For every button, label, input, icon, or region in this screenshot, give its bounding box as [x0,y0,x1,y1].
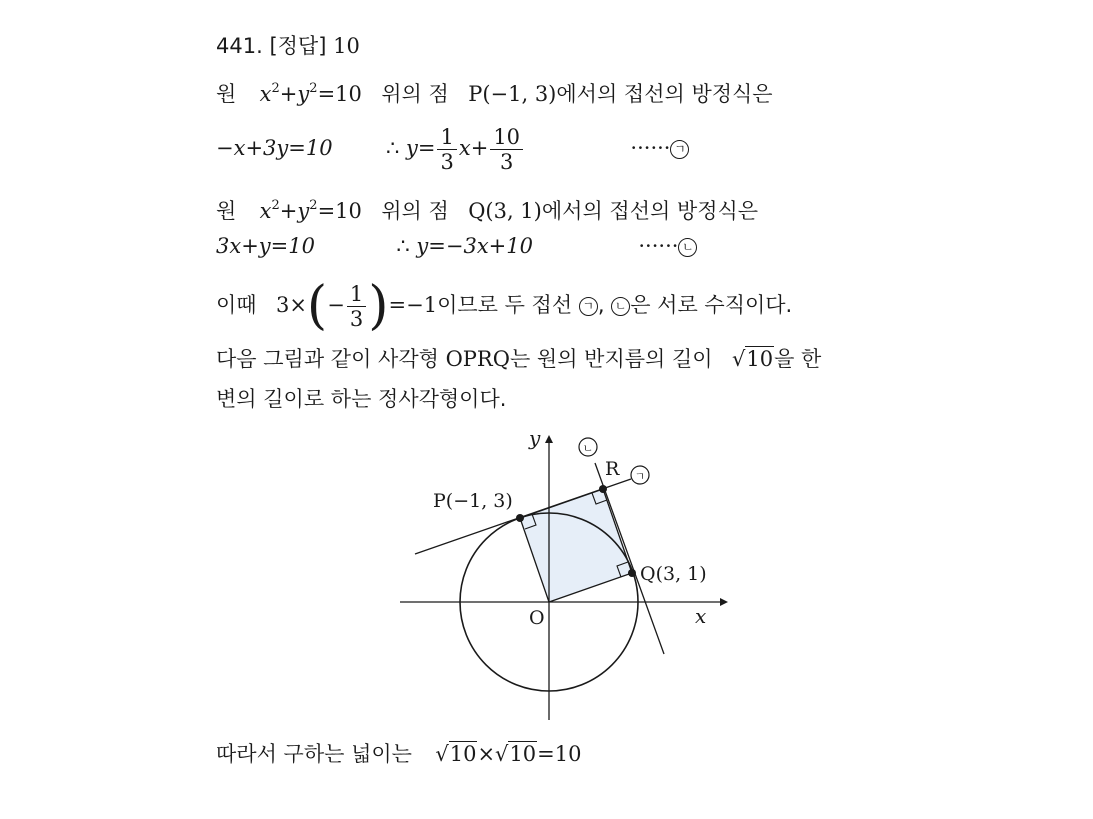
answer-value: 10 [333,34,360,58]
square-description-cont [216,385,506,413]
exp: 2 [271,81,280,96]
perpendicular-check: 이때 3×(− $\frac{1}{3}$ )=−1이므로 두 접선 ㄱ , ㄴ 은 서로 수직이다. [216,276,793,336]
line1-label: ㄱ [634,470,646,483]
answer-tag: [정답] [269,34,327,58]
point-p-dot [516,514,524,522]
eq-y: y [297,82,310,106]
text-a: 다음 그림과 같이 사각형 [216,347,439,371]
point-q: Q(3, 1) [468,199,542,223]
therefore-sign: ∴ [385,136,400,160]
factor-three: 3× [275,293,307,317]
product-result: =−1 [388,293,438,317]
slope-form-mid: x+ [458,136,489,160]
text-mid: 위의 점 [381,199,449,223]
point-q-label: Q(3, 1) [640,563,707,585]
fraction-one-third: $\frac{1}{3}$ [437,125,456,174]
text-end: 에서의 접선의 방정식은 [541,199,759,223]
fraction-ten-thirds: $\frac{10}{3}$ [490,125,523,174]
problem-number: 441. [216,34,263,58]
y-axis-arrow [545,435,553,443]
point-p: P(−1, 3) [468,82,557,106]
sqrt-ten: √10 [731,347,774,371]
square-description [216,345,821,373]
final-answer [216,740,582,768]
fraction-one-third: $\frac{1}{3}$ [347,282,366,331]
text-c: 을 한 [774,347,822,371]
circle-tangent-figure [395,425,735,725]
y-axis-label: y [529,426,541,450]
eq-rhs: =10 [317,199,362,223]
dots: ······ [630,136,671,160]
dots: ······ [638,234,679,258]
minus-sign: − [327,293,345,317]
tangent-q-eq: 3x+y=10 [216,234,315,258]
text-b: 는 원의 반지름의 길이 [509,347,713,371]
x-axis-label: x [695,604,707,628]
point-r-label: R [605,458,620,480]
final-text: 따라서 구하는 넓이는 [216,742,412,766]
text-mid: 이므로 두 접선 [437,293,573,317]
square-oprq [520,489,632,602]
eq-rhs: =10 [317,82,362,106]
label-circle-2: ㄴ [611,297,630,316]
point-q-dot [628,569,636,577]
eq-y: y [297,199,310,223]
quad-name: OPRQ [445,347,510,371]
line2-label: ㄴ [582,442,594,455]
text-prefix: 이때 [216,293,257,317]
tangent-p-equation [216,118,689,178]
text: 변의 길이로 하는 정사각형이다. [216,387,507,411]
origin-label: O [529,607,545,629]
eq-x: x [259,199,272,223]
sqrt-ten: √10 [495,742,537,766]
x-axis-arrow [720,598,728,606]
problem-header [216,32,360,60]
tangent-p-intro: 원 $x^2+y^2=10$ 위의 점 P(−1, 3)에서의 접선의 방정식은 [216,81,773,106]
eq-x: x [259,82,272,106]
label-circle-1: ㄱ [670,140,689,159]
text-prefix: 원 [216,82,237,106]
point-r-dot [599,485,607,493]
final-result: =10 [537,742,582,766]
exp: 2 [309,81,318,96]
therefore-sign: ∴ [396,234,410,258]
label-circle-2: ㄴ [678,238,697,257]
point-p-label: P(−1, 3) [433,490,513,512]
tangent-p-eq: −x+3y=10 [216,136,333,160]
times-sign: × [477,742,496,766]
text-prefix: 원 [216,199,237,223]
tangent-q-equation [216,232,697,260]
slope-form: y=−3x+10 [416,234,533,258]
tangent-q-intro: 원 $x^2+y^2=10$ 위의 점 Q(3, 1)에서의 접선의 방정식은 [216,198,759,223]
sqrt-ten: √10 [435,742,477,766]
text-end: 은 서로 수직이다. [630,293,793,317]
label-circle-1: ㄱ [579,297,598,316]
slope-form-lhs: y= [406,136,436,160]
text-mid: 위의 점 [381,82,449,106]
text-end: 에서의 접선의 방정식은 [556,82,773,106]
